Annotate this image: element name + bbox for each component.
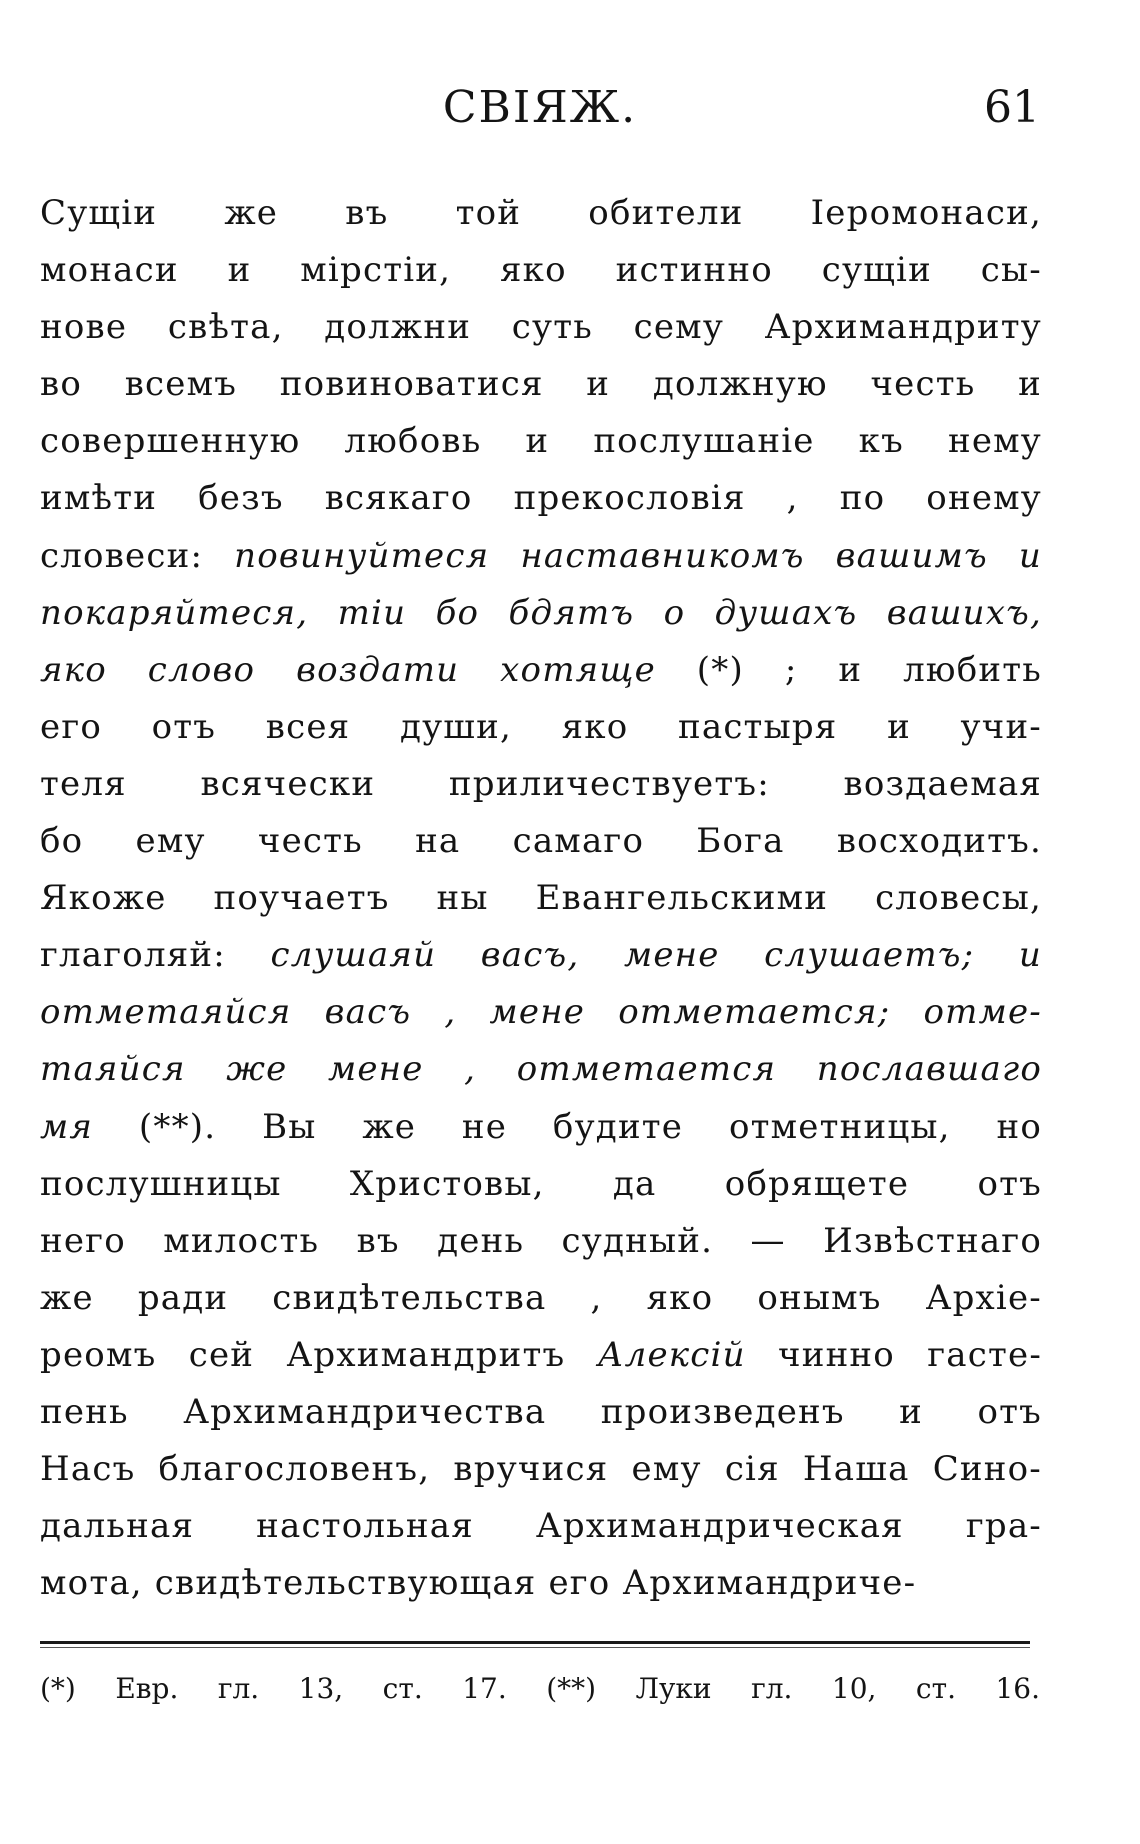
text-segment: во всемъ повиноватися и должную честь и <box>40 364 1042 405</box>
text-segment: реомъ сей Архимандритъ <box>40 1334 598 1375</box>
text-line <box>40 1384 1042 1441</box>
text-segment: же ради свидѣтельства , яко онымъ Архіе- <box>40 1277 1042 1318</box>
italic-segment: отметаяйся васъ , мене отметается; отме- <box>40 992 1042 1033</box>
italic-segment: мя <box>40 1106 94 1147</box>
running-title: СВІЯЖ. <box>442 82 638 133</box>
text-segment: глаголяй: <box>40 935 271 976</box>
text-segment: его отъ всея души, яко пастыря и учи- <box>40 706 1042 747</box>
text-segment: дальная настольная Архимандрическая гра- <box>40 1506 1042 1547</box>
text-segment: него милость въ день судный. — Извѣстнаго <box>40 1220 1042 1261</box>
text-segment: словеси: <box>40 535 235 576</box>
text-line <box>40 813 1042 870</box>
text-segment: (**). Вы же не будите отметницы, но <box>93 1106 1042 1147</box>
italic-segment: повинуйтеся наставникомъ вашимъ и <box>234 535 1042 576</box>
text-line <box>40 528 1042 585</box>
text-line <box>40 356 1042 413</box>
italic-segment: Алексій <box>597 1334 746 1375</box>
text-line <box>40 870 1042 927</box>
italic-segment: яко слово воздати хотяще <box>40 649 656 690</box>
footnote-rule <box>40 1641 1030 1644</box>
text-segment: нове свѣта, должни суть сему Архимандриту <box>40 307 1042 348</box>
text-line <box>40 1498 1042 1555</box>
footnotes: (*) Евр. гл. 13, ст. 17. (**) Луки гл. 10, ст. 16. <box>40 1672 1040 1705</box>
text-line <box>40 299 1042 356</box>
text-line <box>40 1441 1042 1498</box>
text-line <box>40 699 1042 756</box>
text-line <box>40 1555 1042 1612</box>
text-line <box>40 413 1042 470</box>
italic-segment: покаряйтеся, тіи бо бдятъ о душахъ вашихъ, <box>40 592 1042 633</box>
italic-segment: слушаяй васъ, мене слушаетъ; и <box>270 935 1042 976</box>
text-line <box>40 585 1042 642</box>
italic-segment: таяйся же мене , отметается пославшаго <box>40 1049 1042 1090</box>
text-segment: имѣти безъ всякаго прекословія , по онему <box>40 478 1042 519</box>
footnote-rule-thin <box>40 1647 1030 1648</box>
text-segment: мота, свидѣтельствующая его Архимандриче- <box>40 1563 917 1604</box>
text-line <box>40 1213 1042 1270</box>
text-segment: послушницы Христовы, да обрящете отъ <box>40 1163 1042 1204</box>
text-line <box>40 470 1042 527</box>
text-line <box>40 242 1042 299</box>
text-segment: совершенную любовь и послушаніе къ нему <box>40 421 1042 462</box>
text-segment: (*) ; и любить <box>655 649 1042 690</box>
text-segment: чинно гасте- <box>745 1334 1042 1375</box>
text-line <box>40 1156 1042 1213</box>
text-line <box>40 927 1042 984</box>
text-line <box>40 1041 1042 1098</box>
text-line <box>40 1099 1042 1156</box>
page-number: 61 <box>984 82 1040 133</box>
text-segment: Якоже поучаетъ ны Евангельскими словесы, <box>40 878 1042 919</box>
body-text <box>40 185 1042 1612</box>
text-line <box>40 1327 1042 1384</box>
text-line <box>40 1270 1042 1327</box>
text-segment: теля всячески приличествуетъ: воздаемая <box>40 763 1042 804</box>
text-line <box>40 185 1042 242</box>
text-segment: пень Архимандричества произведенъ и отъ <box>40 1391 1042 1432</box>
text-line <box>40 756 1042 813</box>
text-segment: Сущіи же въ той обители Іеромонаси, <box>40 193 1042 233</box>
text-segment: Насъ благословенъ, вручися ему сія Наша Сино- <box>40 1449 1042 1490</box>
page-header <box>40 82 1040 142</box>
text-segment: монаси и мірстіи, яко истинно сущіи сы- <box>40 250 1042 291</box>
text-segment: бо ему честь на самаго Бога восходитъ. <box>40 821 1042 862</box>
text-line <box>40 984 1042 1041</box>
text-line <box>40 642 1042 699</box>
